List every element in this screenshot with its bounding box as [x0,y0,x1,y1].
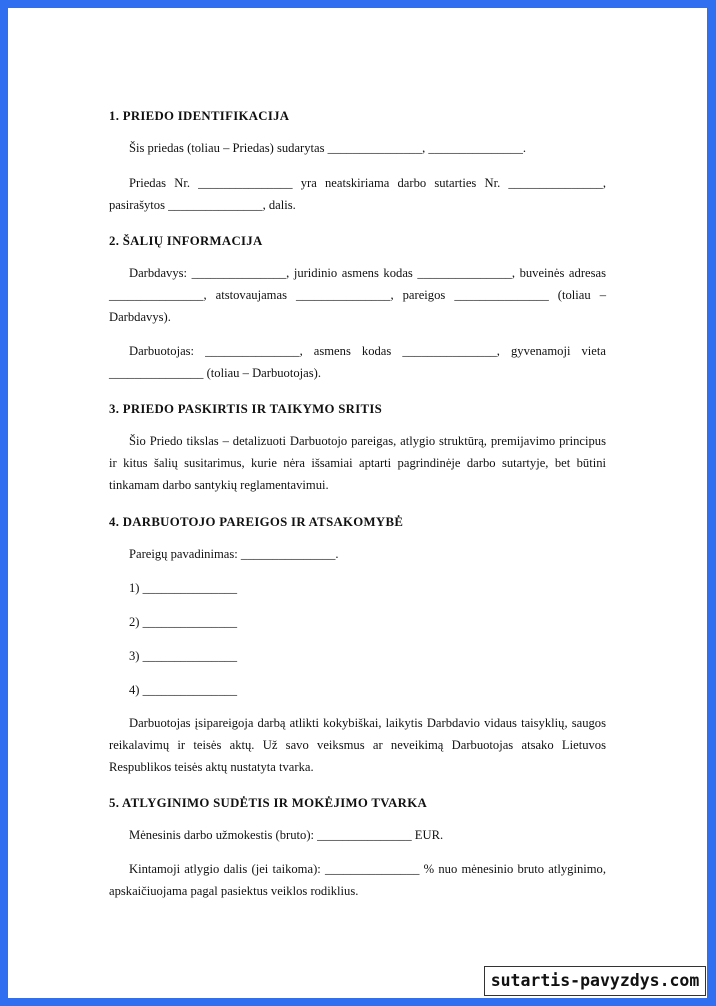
section-5-paragraph-2: Kintamoji atlygio dalis (jei taikoma): _______________ % nuo mėnesinio bruto atlyginimo, apskaičiuojama pagal pasiektus veiklos rodiklius. [109,862,606,898]
section-1-paragraph-2: Priedas Nr. _______________ yra neatskiriama darbo sutarties Nr. _______________, pasirašytos _______________, dalis. [109,176,606,212]
section-5-paragraph-1: Mėnesinis darbo užmokestis (bruto): _______________ EUR. [129,828,444,842]
section-1-heading: 1. PRIEDO IDENTIFIKACIJA [109,109,290,123]
duty-list-item-1: 1) _______________ [129,581,238,595]
section-5-heading: 5. ATLYGINIMO SUDĖTIS IR MOKĖJIMO TVARKA [109,796,427,810]
section-1-paragraph-1: Šis priedas (toliau – Priedas) sudarytas _______________, _______________. [129,141,527,155]
section-2-heading: 2. ŠALIŲ INFORMACIJA [109,234,263,248]
section-2-paragraph-1: Darbdavys: _______________, juridinio asmens kodas _______________, buveinės adresas _______________, atstovaujamas _______________, pareigos _______________ (toliau – Darbdavys). [109,266,606,324]
section-2-paragraph-2: Darbuotojas: _______________, asmens kodas _______________, gyvenamoji vieta _______________ (toliau – Darbuotojas). [109,344,606,380]
site-watermark: sutartis-pavyzdys.com [484,966,706,996]
duty-list-item-2: 2) _______________ [129,615,238,629]
duty-title-line: Pareigų pavadinimas: _______________. [129,547,339,561]
section-4-paragraph-1: Darbuotojas įsipareigoja darbą atlikti kokybiškai, laikytis Darbdavio vidaus taisyklių, saugos reikalavimų ir teisės aktų. Už savo veiksmus ar neveikimą Darbuotojas atsako Lietuvos Respublikos teisės aktų nustatyta tvarka. [109,716,606,774]
duty-list-item-4: 4) _______________ [129,683,238,697]
section-3-paragraph-1: Šio Priedo tikslas – detalizuoti Darbuotojo pareigas, atlygio struktūrą, premijavimo principus ir kitus šalių susitarimus, kurie nėra išsamiai aptarti pagrindinėje darbo sutartyje, bet būtini tinkamam darbo santykių reglamentavimui. [109,434,606,492]
document-page [8,8,707,998]
duty-list-item-3: 3) _______________ [129,649,238,663]
section-4-heading: 4. DARBUOTOJO PAREIGOS IR ATSAKOMYBĖ [109,515,404,529]
section-3-heading: 3. PRIEDO PASKIRTIS IR TAIKYMO SRITIS [109,402,383,416]
